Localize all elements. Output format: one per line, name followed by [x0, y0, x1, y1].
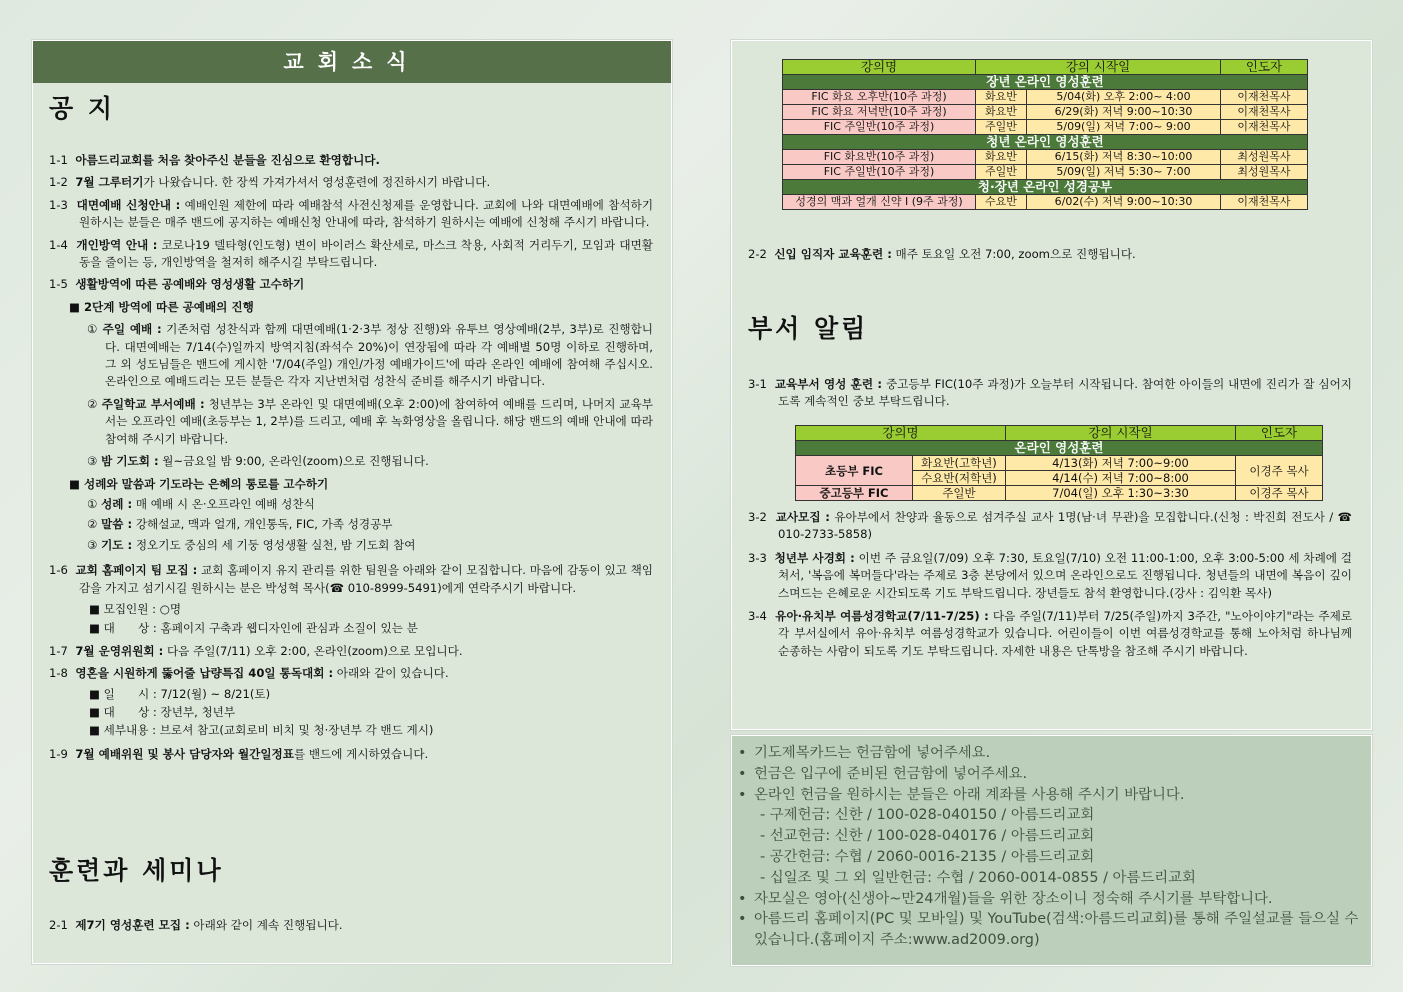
table-row: [783, 150, 1308, 165]
notice-list: [49, 152, 653, 763]
column-header: 강의 시작일: [976, 60, 1221, 75]
table-row: [783, 165, 1308, 180]
table-cell: 6/02(수) 저녁 9:00~10:30: [1027, 195, 1221, 210]
table-section-title: 온라인 영성훈련: [796, 441, 1323, 456]
table-cell: 4/14(수) 저녁 7:00~8:00: [1006, 471, 1236, 486]
note-line: • 아름드리 홈페이지(PC 및 모바일) 및 YouTube(검색:아름드리교회)를 통해 주일설교를 들으실 수 있습니다.(홈페이지 주소:www.ad2009.org): [738, 911, 1359, 949]
subsection-item: ③ 기도 : 정오기도 중심의 세 기둥 영성생활 실천, 밤 기도회 참여: [87, 537, 416, 552]
table-cell: 5/09(일) 저녁 5:30~ 7:00: [1027, 165, 1221, 180]
notice-item: 1-4 개인방역 안내 : 코로나19 델타형(인도형) 변이 바이러스 확산세로, 마스크 착용, 사회적 거리두기, 모임과 대면활동을 줄이는 등, 개인방역을 철저히 해주시길 부탁드립니다.: [49, 237, 653, 270]
table-cell: 7/04(일) 오후 1:30~3:30: [1006, 486, 1236, 501]
table-cell: 초등부 FIC: [796, 456, 913, 486]
notice-item: 1-8 영혼을 시원하게 뚫어줄 납량특집 40일 통독대회 : 아래와 같이 있습니다.: [49, 666, 449, 681]
table-cell: 화요반: [976, 150, 1027, 165]
note-line: • 기도제목카드는 헌금함에 넣어주세요.: [738, 745, 991, 761]
table-cell: 최성원목사: [1221, 150, 1308, 165]
bullet-line: ■ 모집인원 : ○명: [89, 601, 182, 616]
table-cell: 이재천목사: [1221, 90, 1308, 105]
notice-item: 1-7 7월 운영위원회 : 다음 주일(7/11) 오후 2:00, 온라인(zoom)으로 모입니다.: [49, 643, 463, 658]
table-cell: FIC 화요반(10주 과정): [783, 150, 976, 165]
table-cell: 화요반(고학년): [913, 456, 1006, 471]
table-cell: 5/09(일) 저녁 7:00~ 9:00: [1027, 120, 1221, 135]
notice-item: 1-5 생활방역에 따른 공예배와 영성생활 고수하기: [49, 277, 305, 292]
table-section-title: 청·장년 온라인 성경공부: [783, 180, 1308, 195]
table-cell: 이경주 목사: [1236, 456, 1323, 486]
note-line: • 헌금은 입구에 준비된 헌금함에 넣어주세요.: [738, 765, 1028, 782]
account-line: - 공간헌금: 수협 / 2060-0016-2135 / 아름드리교회: [760, 848, 1095, 865]
subsection-item: ① 주일 예배 : 기존처럼 성찬식과 함께 대면예배(1·2·3부 정상 진행)와 유투브 영상예배(2부, 3부)로 진행합니다. 대면예배는 7/14(수)일까지 방역지침(좌석수 20%)이 연장됨에 따라 각 예배별 50명 이하로 진행하며, 그 외 성도님들은 밴드에 게시한 '7/04(주일) 개인/가정 예배가이드'에 따라 온라인 예배에 참여해 주십시오. 온라인으로 예배드리는 모든 분들은 각자 지난번처럼 성찬식 준비를 해주시기 바랍니다.: [87, 322, 653, 389]
table-cell: 중고등부 FIC: [796, 486, 913, 501]
table-cell: 주일반: [976, 165, 1027, 180]
table-cell: 수요반: [976, 195, 1027, 210]
table-cell: 이재천목사: [1221, 195, 1308, 210]
table-cell: 수요반(저학년): [913, 471, 1006, 486]
notice-item: 1-2 7월 그루터기가 나왔습니다. 한 장씩 가져가셔서 영성훈련에 정진하시기 바랍니다.: [49, 175, 491, 190]
offering-notes: [738, 743, 1362, 951]
table-row: [783, 195, 1308, 210]
bullet-line: ■ 대 상 : 홈페이지 구축과 웹디자인에 관심과 소질이 있는 분: [89, 621, 418, 636]
notice-heading: 공 지: [49, 94, 116, 123]
subsection-title: ■ 성례와 말씀과 기도라는 은혜의 통로를 고수하기: [69, 476, 329, 491]
training-item: 2-2 신입 임직자 교육훈련 : 매주 토요일 오전 7:00, zoom으로 진행됩니다.: [748, 247, 1136, 261]
offering-info-panel: [731, 735, 1372, 966]
column-header: 강의명: [796, 426, 1006, 441]
table-section-title: 청년 온라인 영성훈련: [783, 135, 1308, 150]
table-cell: 6/15(화) 저녁 8:30~10:00: [1027, 150, 1221, 165]
dept-item: 3-3 청년부 사경회 : 이번 주 금요일(7/09) 오후 7:30, 토요일(7/10) 오전 11:00-1:00, 오후 3:00-5:00 세 차례에 걸쳐서, '복음에 복머들다'라는 주제로 3층 본당에서 있으며 온라인으로도 진행됩니다. 청년들의 내면에 복음이 깊이 스며드는 은혜로운 시간되도록 기도 부탁드립니다. 장년들도 참석 환영합니다.(강사 : 김익환 목사): [748, 550, 1352, 600]
table-cell: 6/29(화) 저녁 9:00~10:30: [1027, 105, 1221, 120]
table-cell: FIC 주일반(10주 과정): [783, 120, 976, 135]
column-header: 인도자: [1236, 426, 1323, 441]
table-cell: 주일반: [913, 486, 1006, 501]
table-cell: 주일반: [976, 120, 1027, 135]
dept-item: 3-2 교사모집 : 유아부에서 찬양과 율동으로 섬겨주실 교사 1명(남·녀 무관)을 모집합니다.(신청 : 박진희 전도사 / ☎ 010-2733-5858): [748, 510, 1352, 542]
account-line: - 구제헌금: 신한 / 100-028-040150 / 아름드리교회: [760, 807, 1095, 824]
notice-item: 1-9 7월 예배위원 및 봉사 담당자와 월간일정표를 밴드에 게시하였습니다.: [49, 746, 429, 761]
notice-item: 1-6 교회 홈페이지 팀 모집 : 교회 홈페이지 유지 관리를 위한 팀원을 아래와 같이 모집합니다. 마음에 감동이 있고 책임감을 가지고 섬기시길 원하시는 분은 박성혁 목사(☎ 010-8999-5491)에게 연락주시기 바랍니다.: [49, 563, 653, 595]
note-line: • 온라인 헌금을 원하시는 분들은 아래 계좌를 사용해 주시기 바랍니다.: [738, 786, 1185, 803]
account-line: - 십일조 및 그 외 일반헌금: 수협 / 2060-0014-0855 / 아름드리교회: [760, 869, 1196, 886]
table-cell: 화요반: [976, 105, 1027, 120]
column-header: 강의명: [783, 60, 976, 75]
subsection-item: ① 성례 : 매 예배 시 온·오프라인 예배 성찬식: [87, 496, 315, 511]
table-row: [796, 456, 1323, 471]
notice-item: 1-1 아름드리교회를 처음 찾아주신 분들을 진심으로 환영합니다.: [49, 153, 380, 167]
column-header: 강의 시작일: [1006, 426, 1236, 441]
table-cell: 이재천목사: [1221, 105, 1308, 120]
table-cell: FIC 화요 오후반(10주 과정): [783, 90, 976, 105]
table-cell: 성경의 맥과 얼개 신약 I (9주 과정): [783, 195, 976, 210]
table-cell: 최성원목사: [1221, 165, 1308, 180]
dept-training-table: [795, 425, 1323, 501]
training-item: 2-1 제7기 영성훈련 모집 : 아래와 같이 계속 진행됩니다.: [49, 918, 343, 932]
table-cell: 이재천목사: [1221, 120, 1308, 135]
table-section-title: 장년 온라인 영성훈련: [783, 75, 1308, 90]
table-header-row: [796, 426, 1323, 441]
table-row: [783, 105, 1308, 120]
dept-item: 3-1 교육부서 영성 훈련 : 중고등부 FIC(10주 과정)가 오늘부터 시작됩니다. 참여한 아이들의 내면에 진리가 잘 심어지도록 계속적인 중보 부탁드립니다.: [748, 377, 1353, 409]
subsection-item: ③ 밤 기도회 : 월~금요일 밤 9:00, 온라인(zoom)으로 진행됩니다.: [87, 454, 429, 469]
church-news-panel: [32, 40, 672, 964]
subsection-title: ■ 2단계 방역에 따른 공예배의 진행: [69, 299, 254, 314]
table-cell: 5/04(화) 오후 2:00~ 4:00: [1027, 90, 1221, 105]
table-header-row: [783, 60, 1308, 75]
table-cell: 4/13(화) 저녁 7:00~9:00: [1006, 456, 1236, 471]
training-heading: 훈련과 세미나: [49, 856, 224, 885]
bullet-line: ■ 일 시 : 7/12(월) ~ 8/21(토): [89, 686, 271, 701]
table-cell: FIC 화요 저녁반(10주 과정): [783, 105, 976, 120]
table-row: [783, 120, 1308, 135]
column-header: 인도자: [1221, 60, 1308, 75]
table-row: [783, 90, 1308, 105]
training-schedule-table: [782, 59, 1308, 210]
training-panel: [731, 40, 1372, 730]
table-row: [796, 486, 1323, 501]
notice-item: 1-3 대면예배 신청안내 : 예배인원 제한에 따라 예배참석 사전신청제를 운영합니다. 교회에 나와 대면예배에 참석하기 원하시는 분들은 매주 밴드에 공지하는 예배신청 안내에 따라, 참석하기 원하시는 예배에 신청해 주시기 바랍니다.: [49, 197, 654, 230]
bullet-line: ■ 대 상 : 장년부, 청년부: [89, 704, 236, 719]
note-line: • 자모실은 영아(신생아~만24개월)들을 위한 장소이니 정숙해 주시기를 부탁합니다.: [738, 890, 1273, 907]
bullet-line: ■ 세부내용 : 브로셔 참고(교회로비 비치 및 청·장년부 각 밴드 게시): [89, 723, 434, 738]
table-cell: FIC 주일반(10주 과정): [783, 165, 976, 180]
dept-heading: 부서 알림: [748, 314, 869, 343]
table-cell: 이경주 목사: [1236, 486, 1323, 501]
dept-item: 3-4 유아·유치부 여름성경학교(7/11-7/25) : 다음 주일(7/11)부터 7/25(주일)까지 3주간, "노아이야기"라는 주제로 각 부서실에서 유아·유치부 여름성경학교가 있습니다. 어린이들이 이번 여름성경학교를 통해 노아처럼 하나님께 순종하는 사람이 되도록 기도 부탁드립니다. 자세한 내용은 단톡방을 참조해 주시기 바랍니다.: [748, 609, 1352, 658]
table-cell: 화요반: [976, 90, 1027, 105]
subsection-item: ② 주일학교 부서예배 : 청년부는 3부 온라인 및 대면예배(오후 2:00)에 참여하여 예배를 드리며, 나머지 교육부서는 오프라인 예배(초등부는 1, 2부)를 드리고, 예배 후 녹화영상을 올립니다. 해당 밴드의 예배 안내에 따라 참여해 주시기 바랍니다.: [87, 396, 654, 446]
subsection-item: ② 말씀 : 강해설교, 맥과 얼개, 개인통독, FIC, 가족 성경공부: [87, 517, 393, 532]
page-title: 교회소식: [33, 41, 671, 83]
dept-list: [748, 509, 1352, 660]
account-line: - 선교헌금: 신한 / 100-028-040176 / 아름드리교회: [760, 828, 1095, 845]
